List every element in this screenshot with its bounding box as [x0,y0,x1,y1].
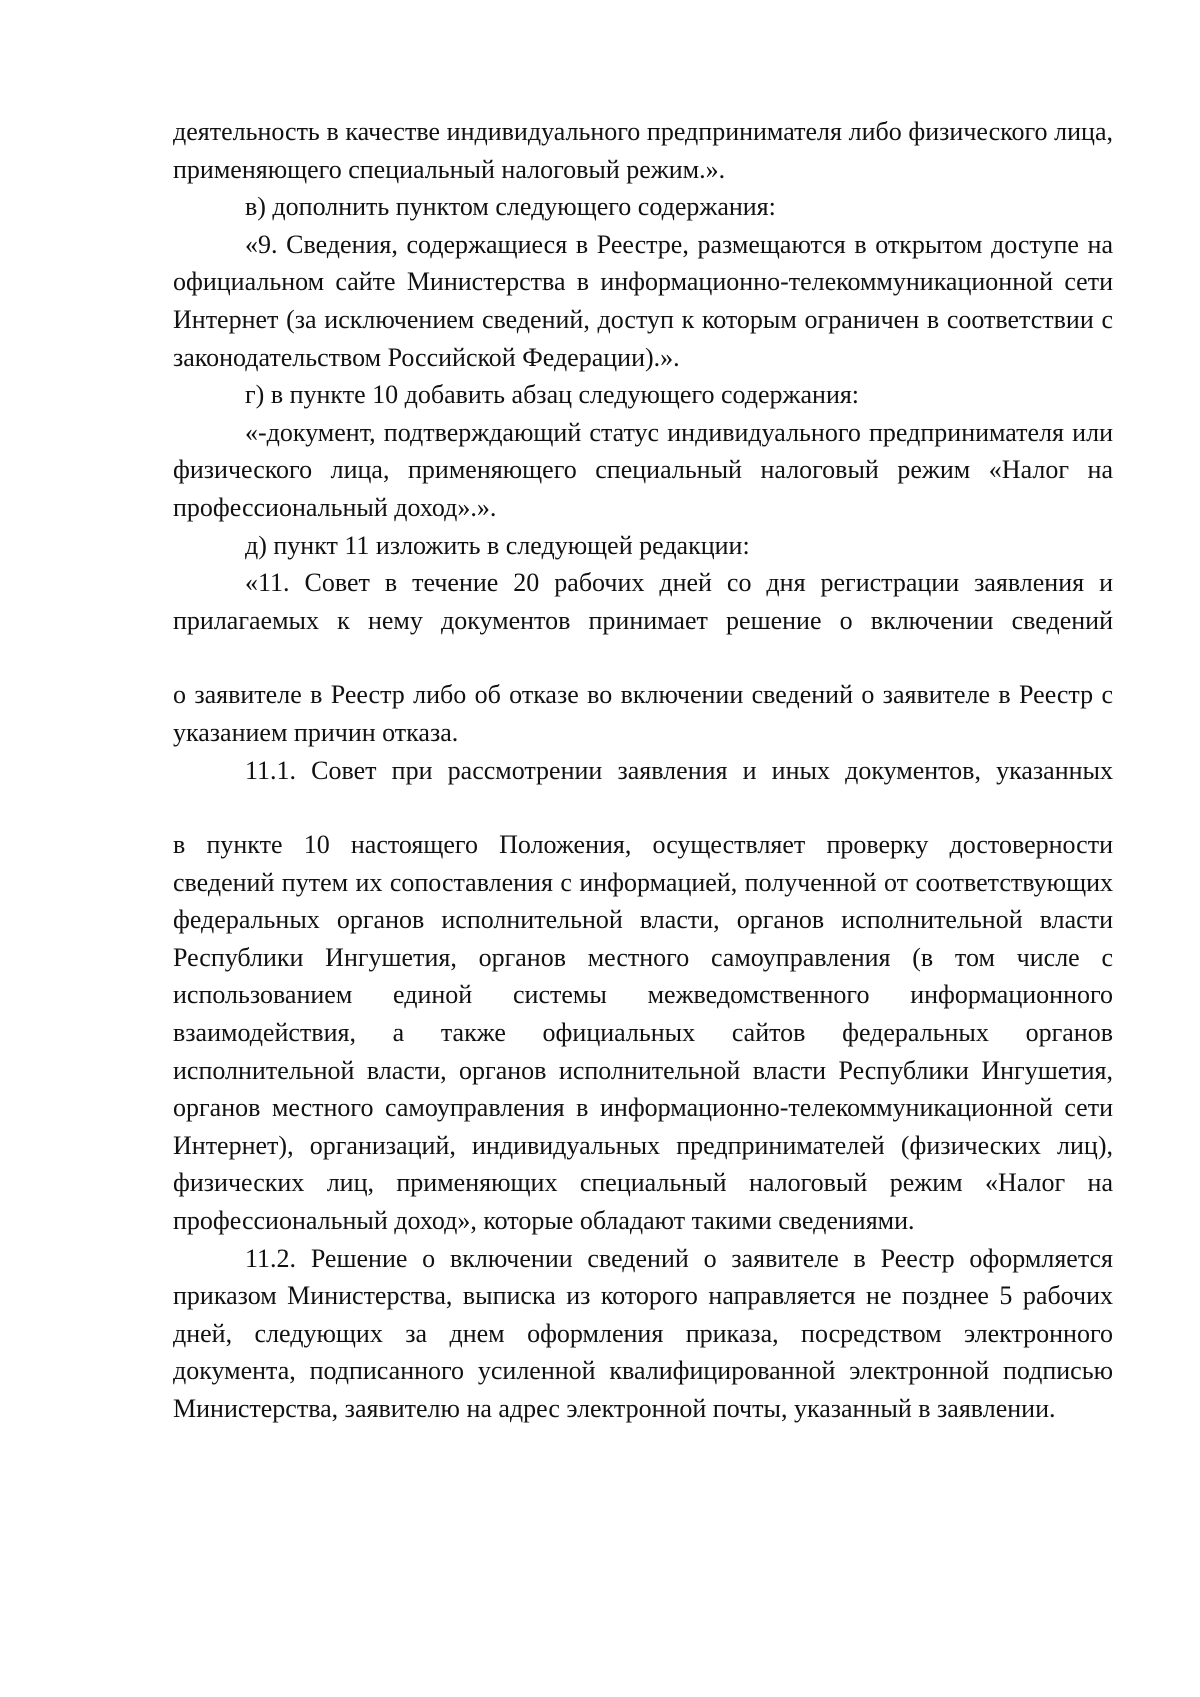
paragraph-gap [173,639,1113,676]
paragraph-point-9: «9. Сведения, содержащиеся в Реестре, размещаются в открытом доступе на официальном сайте Министерства в информационно-телекоммуникационной сети Интернет (за исключением сведений, доступ к которым ограничен в соответствии с законодательством Российской Федерации).». [173,229,1113,372]
paragraph-item-v: в) дополнить пунктом следующего содержания: [245,192,776,222]
paragraph-item-g: г) в пункте 10 добавить абзац следующего содержания: [245,380,860,410]
paragraph-gap [173,789,1113,826]
paragraph-document-clause: «-документ, подтверждающий статус индивидуального предпринимателя или физического лица, применяющего специальный налоговый режим «Налог на профессиональный доход».». [173,417,1113,522]
paragraph-item-d: д) пункт 11 изложить в следующей редакции: [245,530,750,560]
paragraph-point-11-1-part-1: 11.1. Совет при рассмотрении заявления и иных документов, указанных [245,755,1113,785]
paragraph-continuation: деятельность в качестве индивидуального предпринимателя либо физического лица, применяющего специальный налоговый режим.». [173,117,1113,184]
paragraph-point-11-1-part-2: в пункте 10 настоящего Положения, осуществляет проверку достоверности сведений путем их сопоставления с информацией, полученной от соответствующих федеральных органов исполнительной власти, органов исполнительной власти Республики Ингушетия, органов местного самоуправления (в том числе с использованием единой системы межведомственного информационного взаимодействия, а также официальных сайтов федеральных органов исполнительной власти, органов исполнительной власти Республики Ингушетия, органов местного самоуправления в информационно-телекоммуникационной сети Интернет), организаций, индивидуальных предпринимателей (физических лиц), физических лиц, применяющих специальный налоговый режим «Налог на профессиональный доход», которые обладают такими сведениями. [173,830,1113,1236]
paragraph-point-11-part-2: о заявителе в Реестр либо об отказе во включении сведений о заявителе в Реестр с указанием причин отказа. [173,680,1113,747]
paragraph-point-11-part-1: «11. Совет в течение 20 рабочих дней со дня регистрации заявления и прилагаемых к нему документов принимает решение о включении сведений [173,568,1113,635]
document-page [173,113,1113,1428]
paragraph-point-11-2: 11.2. Решение о включении сведений о заявителе в Реестр оформляется приказом Министерства, выписка из которого направляется не позднее 5 рабочих дней, следующих за днем оформления приказа, посредством электронного документа, подписанного усиленной квалифицированной электронной подписью Министерства, заявителю на адрес электронной почты, указанный в заявлении. [173,1243,1113,1423]
